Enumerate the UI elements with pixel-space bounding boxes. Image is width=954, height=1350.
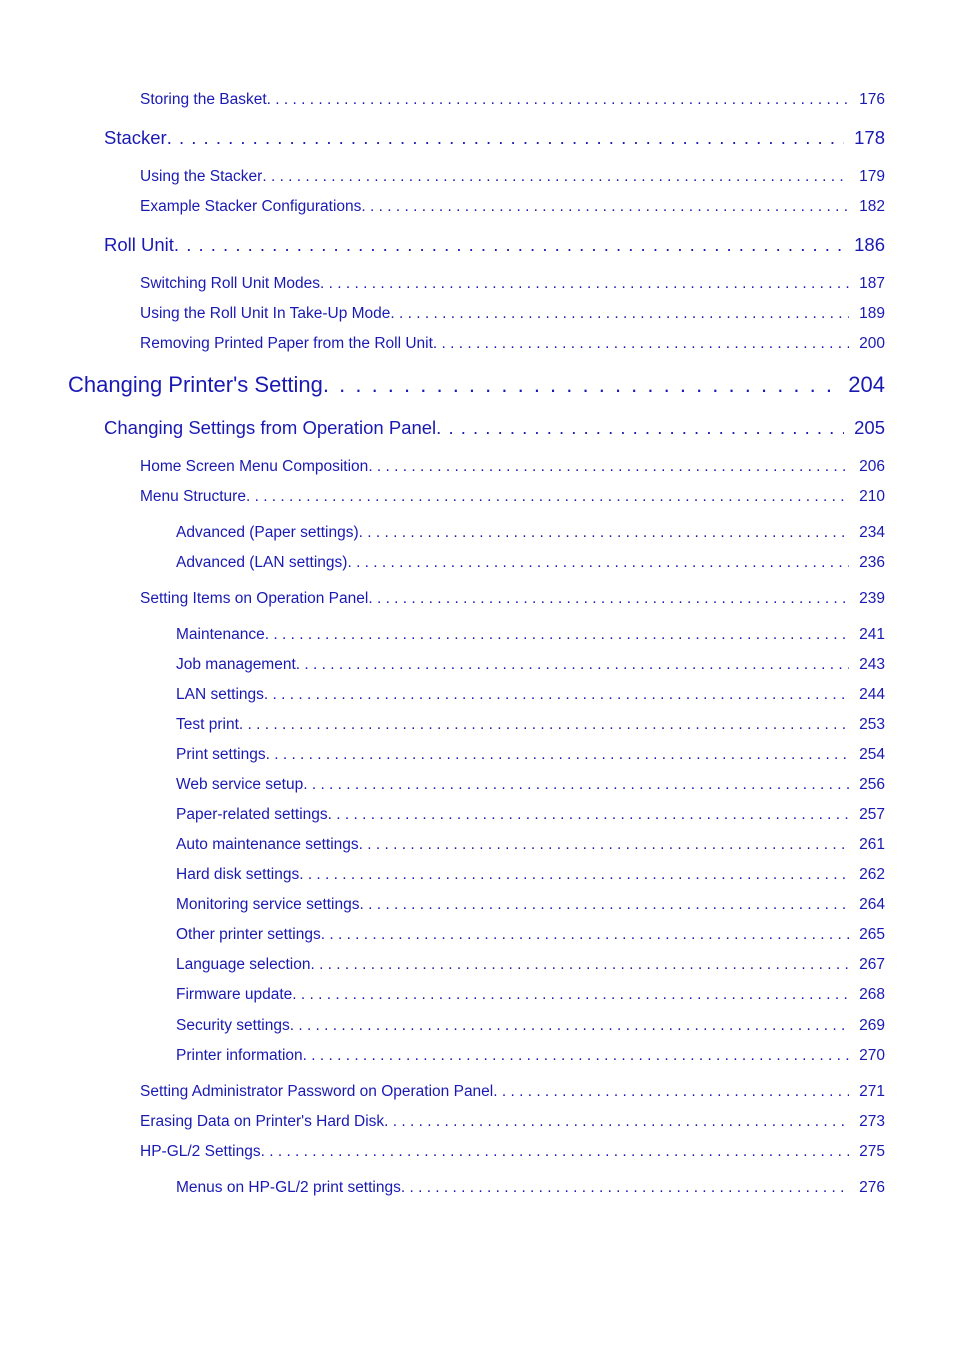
toc-entry-page: 262 — [859, 866, 885, 883]
toc-leader-dots — [239, 716, 849, 734]
toc-entry-advanced-lan-settings[interactable] — [176, 554, 885, 572]
toc-entry-page: 200 — [859, 335, 885, 352]
toc-entry-title: Changing Settings from Operation Panel — [104, 417, 437, 438]
toc-entry-auto-maintenance-settings[interactable] — [176, 836, 885, 854]
toc-entry-title: Language selection — [176, 956, 311, 973]
toc-entry-page: 265 — [859, 926, 885, 943]
toc-leader-dots — [290, 1017, 849, 1035]
toc-entry-title: Storing the Basket — [140, 91, 267, 108]
toc-entry-title: Using the Stacker — [140, 168, 263, 185]
toc-entry-stacker[interactable] — [104, 127, 885, 149]
toc-entry-page: 243 — [859, 656, 885, 673]
toc-entry-page: 234 — [859, 524, 885, 541]
toc-entry-title: Job management — [176, 656, 296, 673]
toc-leader-dots — [368, 458, 849, 476]
toc-entry-page: 189 — [859, 305, 885, 322]
toc-leader-dots — [167, 127, 844, 149]
toc-entry-page: 204 — [848, 372, 885, 397]
toc-entry-page: 271 — [859, 1083, 885, 1100]
toc-leader-dots — [246, 488, 849, 506]
toc-entry-title: Monitoring service settings — [176, 896, 360, 913]
toc-leader-dots — [436, 417, 844, 439]
toc-entry-title: Paper-related settings — [176, 806, 328, 823]
toc-entry-language-selection[interactable] — [176, 956, 885, 974]
toc-entry-title: Setting Administrator Password on Operation Panel — [140, 1083, 494, 1100]
toc-entry-other-printer-settings[interactable] — [176, 926, 885, 944]
toc-entry-page: 186 — [854, 234, 885, 255]
toc-entry-title: Printer information — [176, 1047, 303, 1064]
toc-leader-dots — [303, 776, 849, 794]
toc-entry-security-settings[interactable] — [176, 1017, 885, 1035]
toc-leader-dots — [368, 590, 849, 608]
toc-leader-dots — [493, 1083, 849, 1101]
toc-entry-page: 276 — [859, 1179, 885, 1196]
toc-entry-page: 267 — [859, 956, 885, 973]
toc-entry-page: 270 — [859, 1047, 885, 1064]
toc-entry-title: Using the Roll Unit In Take-Up Mode — [140, 305, 391, 322]
toc-entry-page: 275 — [859, 1143, 885, 1160]
toc-leader-dots — [267, 91, 849, 109]
toc-leader-dots — [361, 198, 849, 216]
toc-entry-title: Test print — [176, 716, 239, 733]
toc-leader-dots — [321, 926, 849, 944]
toc-entry-title: Hard disk settings — [176, 866, 300, 883]
toc-entry-page: 256 — [859, 776, 885, 793]
toc-leader-dots — [266, 746, 850, 764]
toc-entry-page: 205 — [854, 417, 885, 438]
toc-entry-page: 257 — [859, 806, 885, 823]
toc-entry-title: Home Screen Menu Composition — [140, 458, 369, 475]
toc-entry-page: 241 — [859, 626, 885, 643]
toc-entry-home-screen-menu-composition[interactable] — [140, 458, 885, 476]
toc-entry-title: Roll Unit — [104, 234, 174, 255]
toc-entry-page: 187 — [859, 275, 885, 292]
toc-entry-page: 261 — [859, 836, 885, 853]
toc-entry-printer-information[interactable] — [176, 1047, 885, 1065]
toc-entry-title: LAN settings — [176, 686, 264, 703]
toc-leader-dots — [359, 524, 849, 542]
toc-entry-page: 253 — [859, 716, 885, 733]
toc-entry-title: Menu Structure — [140, 488, 246, 505]
toc-entry-roll-unit[interactable] — [104, 234, 885, 256]
toc-entry-page: 244 — [859, 686, 885, 703]
toc-entry-setting-admin-password[interactable] — [140, 1083, 885, 1101]
toc-leader-dots — [328, 806, 849, 824]
toc-entry-test-print[interactable] — [176, 716, 885, 734]
toc-entry-web-service-setup[interactable] — [176, 776, 885, 794]
toc-entry-page: 176 — [859, 91, 885, 108]
toc-entry-page: 236 — [859, 554, 885, 571]
toc-leader-dots — [262, 168, 849, 186]
toc-entry-page: 268 — [859, 986, 885, 1003]
toc-entry-title: Print settings — [176, 746, 266, 763]
toc-entry-firmware-update[interactable] — [176, 986, 885, 1004]
toc-leader-dots — [323, 372, 838, 398]
toc-entry-page: 264 — [859, 896, 885, 913]
toc-entry-using-roll-unit-take-up[interactable] — [140, 305, 885, 323]
toc-entry-hard-disk-settings[interactable] — [176, 866, 885, 884]
toc-leader-dots — [261, 1143, 850, 1161]
toc-entry-changing-settings-operation-panel[interactable] — [104, 417, 885, 439]
toc-entry-page: 179 — [859, 168, 885, 185]
toc-entry-page: 182 — [859, 198, 885, 215]
toc-entry-job-management[interactable] — [176, 656, 885, 674]
toc-entry-print-settings[interactable] — [176, 746, 885, 764]
toc-entry-title: Example Stacker Configurations — [140, 198, 362, 215]
toc-entry-title: Advanced (Paper settings) — [176, 524, 359, 541]
toc-entry-page: 239 — [859, 590, 885, 607]
toc-entry-removing-printed-paper[interactable] — [140, 335, 885, 353]
toc-leader-dots — [433, 335, 849, 353]
toc-entry-page: 206 — [859, 458, 885, 475]
toc-entry-page: 178 — [854, 127, 885, 148]
toc-entry-title: Erasing Data on Printer's Hard Disk — [140, 1113, 385, 1130]
toc-entry-title: Changing Printer's Setting — [68, 372, 323, 397]
toc-entry-title: Maintenance — [176, 626, 265, 643]
toc-entry-title: Firmware update — [176, 986, 293, 1003]
toc-entry-title: Switching Roll Unit Modes — [140, 275, 321, 292]
toc-leader-dots — [264, 686, 849, 704]
toc-entry-advanced-paper-settings[interactable] — [176, 524, 885, 542]
toc-leader-dots — [384, 1113, 849, 1131]
toc-leader-dots — [320, 275, 849, 293]
toc-entry-paper-related-settings[interactable] — [176, 806, 885, 824]
toc-entry-title: Security settings — [176, 1017, 290, 1034]
toc-leader-dots — [347, 554, 849, 572]
toc-leader-dots — [265, 626, 849, 644]
toc-leader-dots — [401, 1179, 849, 1197]
toc-entry-page: 269 — [859, 1017, 885, 1034]
toc-entry-title: Web service setup — [176, 776, 304, 793]
toc-leader-dots — [296, 656, 849, 674]
toc-entry-page: 210 — [859, 488, 885, 505]
toc-entry-page: 273 — [859, 1113, 885, 1130]
toc-entry-monitoring-service-settings[interactable] — [176, 896, 885, 914]
toc-entry-title: Advanced (LAN settings) — [176, 554, 348, 571]
toc-leader-dots — [390, 305, 849, 323]
toc-entry-page: 254 — [859, 746, 885, 763]
toc-leader-dots — [174, 234, 844, 256]
toc-entry-title: HP-GL/2 Settings — [140, 1143, 261, 1160]
toc-entry-erasing-data-hard-disk[interactable] — [140, 1113, 885, 1131]
toc-entry-example-stacker-configurations[interactable] — [140, 198, 885, 216]
toc-entry-title: Removing Printed Paper from the Roll Unit — [140, 335, 433, 352]
toc-entry-setting-items-operation-panel[interactable] — [140, 590, 885, 608]
toc-leader-dots — [292, 986, 849, 1004]
toc-leader-dots — [299, 866, 849, 884]
toc-entry-using-the-stacker[interactable] — [140, 168, 885, 186]
toc-entry-menu-structure[interactable] — [140, 488, 885, 506]
toc-entry-lan-settings[interactable] — [176, 686, 885, 704]
toc-leader-dots — [303, 1047, 849, 1065]
toc-entry-title: Menus on HP-GL/2 print settings — [176, 1179, 401, 1196]
toc-entry-maintenance[interactable] — [176, 626, 885, 644]
toc-entry-storing-the-basket[interactable] — [140, 91, 885, 109]
toc-leader-dots — [310, 956, 849, 974]
toc-entry-title: Other printer settings — [176, 926, 321, 943]
toc-entry-title: Auto maintenance settings — [176, 836, 359, 853]
toc-entry-menus-hp-gl2-print-settings[interactable] — [176, 1179, 885, 1197]
toc-entry-hp-gl2-settings[interactable] — [140, 1143, 885, 1161]
toc-leader-dots — [360, 896, 850, 914]
toc-entry-changing-printers-setting[interactable] — [68, 372, 885, 398]
toc-entry-title: Stacker — [104, 127, 167, 148]
toc-leader-dots — [359, 836, 849, 854]
toc-entry-switching-roll-unit-modes[interactable] — [140, 275, 885, 293]
toc-entry-title: Setting Items on Operation Panel — [140, 590, 369, 607]
